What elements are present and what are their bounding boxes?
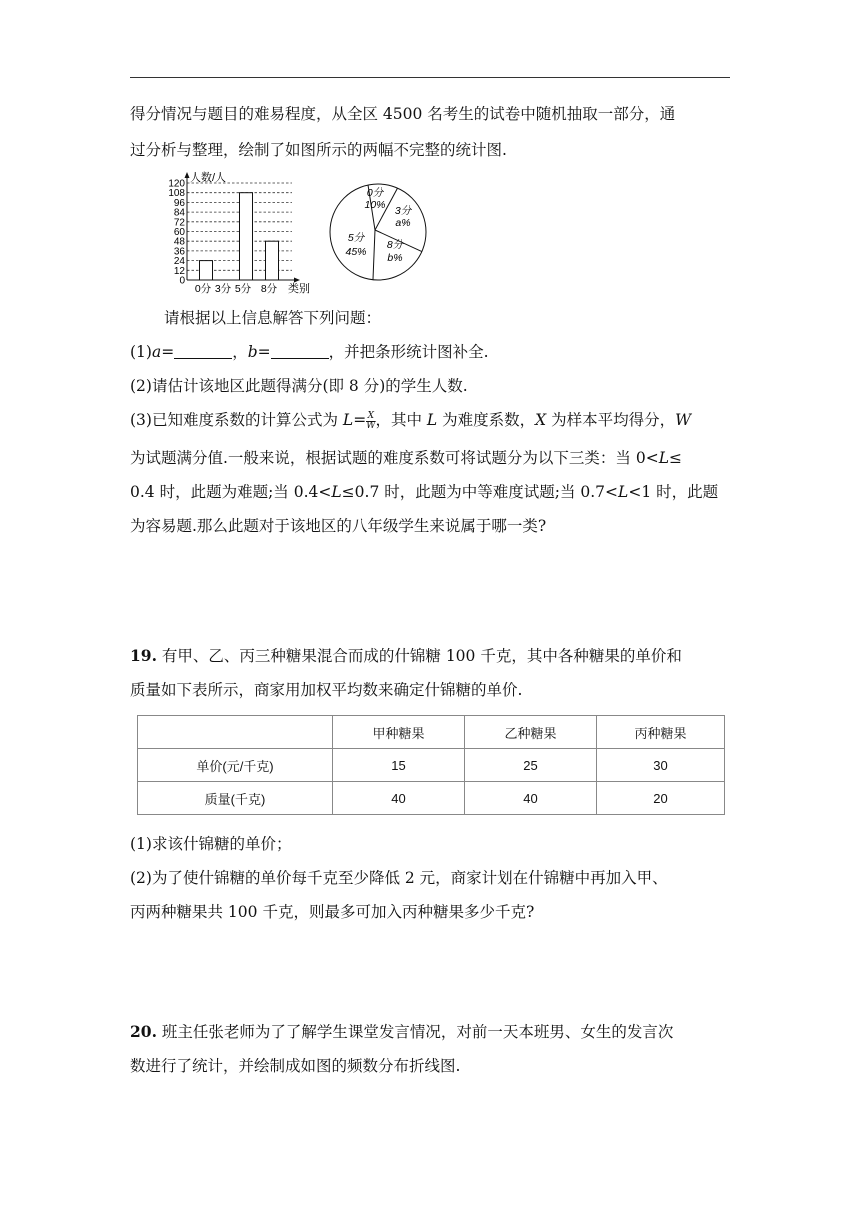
- q18-part-3-line-4: 为容易题.那么此题对于该地区的八年级学生来说属于哪一类?: [130, 517, 547, 535]
- pie-value-5: 45%: [345, 246, 367, 258]
- q20-text-1: 班主任张老师为了了解学生课堂发言情况，对前一天本班男、女生的发言次: [156, 1023, 674, 1041]
- y-tick-label: 0: [179, 275, 185, 287]
- pie-label-3: 3分: [394, 205, 412, 217]
- q18-part-1: [130, 342, 730, 362]
- table-cell: 质量(千克): [138, 782, 333, 815]
- pie-label-8: 8分: [386, 239, 404, 251]
- q18-part-2: (2)请估计该地区此题得满分(即 8 分)的学生人数.: [130, 377, 468, 395]
- q18-p1-end: ，并把条形统计图补全.: [328, 343, 489, 361]
- intro-line-2: 过分析与整理，绘制了如图所示的两幅不完整的统计图.: [130, 141, 507, 159]
- q19-line-1: [130, 646, 730, 666]
- x-axis-label: 类别: [288, 283, 310, 295]
- x-axis-arrow: [294, 278, 300, 283]
- bar-chart: [150, 170, 320, 298]
- var-b: b: [247, 343, 258, 361]
- y-tick-label: 108: [168, 188, 185, 200]
- pie-label-5: 5分: [347, 232, 365, 244]
- pie-value-8: b%: [387, 252, 403, 264]
- q19-line-2: 质量如下表所示，商家用加权平均数来确定什锦糖的单价.: [130, 681, 523, 699]
- var-X: X: [535, 411, 547, 429]
- table-row: [138, 782, 725, 815]
- q19-number: 19.: [130, 646, 157, 665]
- eq-b: =: [257, 343, 271, 361]
- p3-line3c: <1 时，此题: [628, 483, 719, 501]
- pie-value-3: a%: [395, 217, 411, 229]
- intro-line-1: 得分情况与题目的难易程度，从全区 4500 名考生的试卷中随机抽取一部分，通: [130, 105, 676, 123]
- pie-value-0: 10%: [364, 199, 386, 211]
- bar-0: [200, 261, 213, 280]
- table-cell: 40: [333, 782, 465, 815]
- var-L-3: L: [658, 449, 670, 467]
- pie-label-0: 0分: [366, 187, 384, 199]
- var-L-4: L: [331, 483, 342, 501]
- table-cell: 40: [465, 782, 597, 815]
- y-tick-label: 96: [173, 197, 185, 209]
- answer-blank-b[interactable]: [271, 344, 329, 359]
- y-axis-label: 人数/人: [190, 172, 227, 184]
- p3-line2-end: ≤: [669, 449, 683, 467]
- category-label: 0分: [194, 283, 212, 295]
- pie-chart: [328, 180, 432, 284]
- y-tick-label: 120: [168, 178, 185, 190]
- y-tick-label: 12: [173, 265, 185, 277]
- q20-number: 20.: [130, 1022, 157, 1041]
- y-tick-label: 72: [173, 217, 185, 229]
- var-L: L: [342, 411, 354, 429]
- sep: ，: [232, 343, 248, 361]
- table-cell: 单价(元/千克): [138, 749, 333, 782]
- q19-text-1: 有甲、乙、丙三种糖果混合而成的什锦糖 100 千克，其中各种糖果的单价和: [156, 647, 682, 665]
- q19-part-2-line-1: (2)为了使什锦糖的单价每千克至少降低 2 元，商家计划在什锦糖中再加入甲、: [130, 869, 668, 887]
- y-axis-arrow: [185, 172, 190, 178]
- q18-prompt: 请根据以上信息解答下列问题：: [164, 309, 382, 327]
- var-a: a: [151, 343, 162, 361]
- p3-line3b: ≤0.7 时，此题为中等难度试题;当 0.7<: [341, 483, 619, 501]
- y-tick-label: 60: [173, 227, 185, 238]
- q18-part-3-line-2: [130, 448, 730, 468]
- y-tick-label: 36: [173, 246, 185, 258]
- candy-table: [137, 715, 725, 815]
- header-rule: [130, 77, 730, 78]
- p3-line3a: 0.4 时，此题为难题;当 0.4<: [130, 483, 332, 501]
- frac-den: W: [366, 420, 376, 431]
- bar-3: [266, 241, 279, 280]
- category-label: 3分: [214, 283, 232, 295]
- table-header-cell: [138, 716, 333, 749]
- q18-part-3-line-3: [130, 482, 730, 502]
- y-tick-label: 24: [173, 256, 185, 268]
- var-L-5: L: [618, 483, 629, 501]
- q20-line-1: [130, 1022, 730, 1042]
- table-header-cell: 甲种糖果: [333, 716, 465, 749]
- bar-2: [240, 193, 253, 280]
- table-cell: 30: [597, 749, 725, 782]
- var-W: W: [675, 411, 692, 429]
- p3-start: (3)已知难度系数的计算公式为: [130, 411, 343, 429]
- q19-part-1: (1)求该什锦糖的单价；: [130, 835, 292, 853]
- answer-blank-a[interactable]: [174, 344, 232, 359]
- table-cell: 20: [597, 782, 725, 815]
- table-header-row: [138, 716, 725, 749]
- table-cell: 25: [465, 749, 597, 782]
- table-header-cell: 乙种糖果: [465, 716, 597, 749]
- p3-mid: ，其中: [375, 411, 427, 429]
- category-label: 8分: [260, 283, 278, 295]
- table-row: [138, 749, 725, 782]
- var-L-2: L: [426, 411, 438, 429]
- table-header-cell: 丙种糖果: [597, 716, 725, 749]
- y-tick-label: 84: [173, 207, 185, 219]
- eq-L: =: [353, 411, 367, 429]
- q20-line-2: 数进行了统计，并绘制成如图的频数分布折线图.: [130, 1057, 461, 1075]
- p3-mid2: 为难度系数，: [437, 411, 536, 429]
- frac-num: X: [367, 410, 375, 421]
- eq-a: =: [161, 343, 175, 361]
- pie-divider-3: [373, 230, 375, 280]
- q19-part-2-line-2: 丙两种糖果共 100 千克，则最多可加入丙种糖果多少千克?: [130, 903, 535, 921]
- table-cell: 15: [333, 749, 465, 782]
- category-label: 5分: [234, 283, 252, 295]
- q18-part-3-line-1: [130, 410, 730, 431]
- p3-mid3: 为样本平均得分，: [546, 411, 676, 429]
- y-tick-label: 48: [173, 236, 185, 248]
- p3-line2: 为试题满分值.一般来说，根据试题的难度系数可将试题分为以下三类：当 0<: [130, 449, 659, 467]
- q18-p1-start: (1): [130, 343, 152, 361]
